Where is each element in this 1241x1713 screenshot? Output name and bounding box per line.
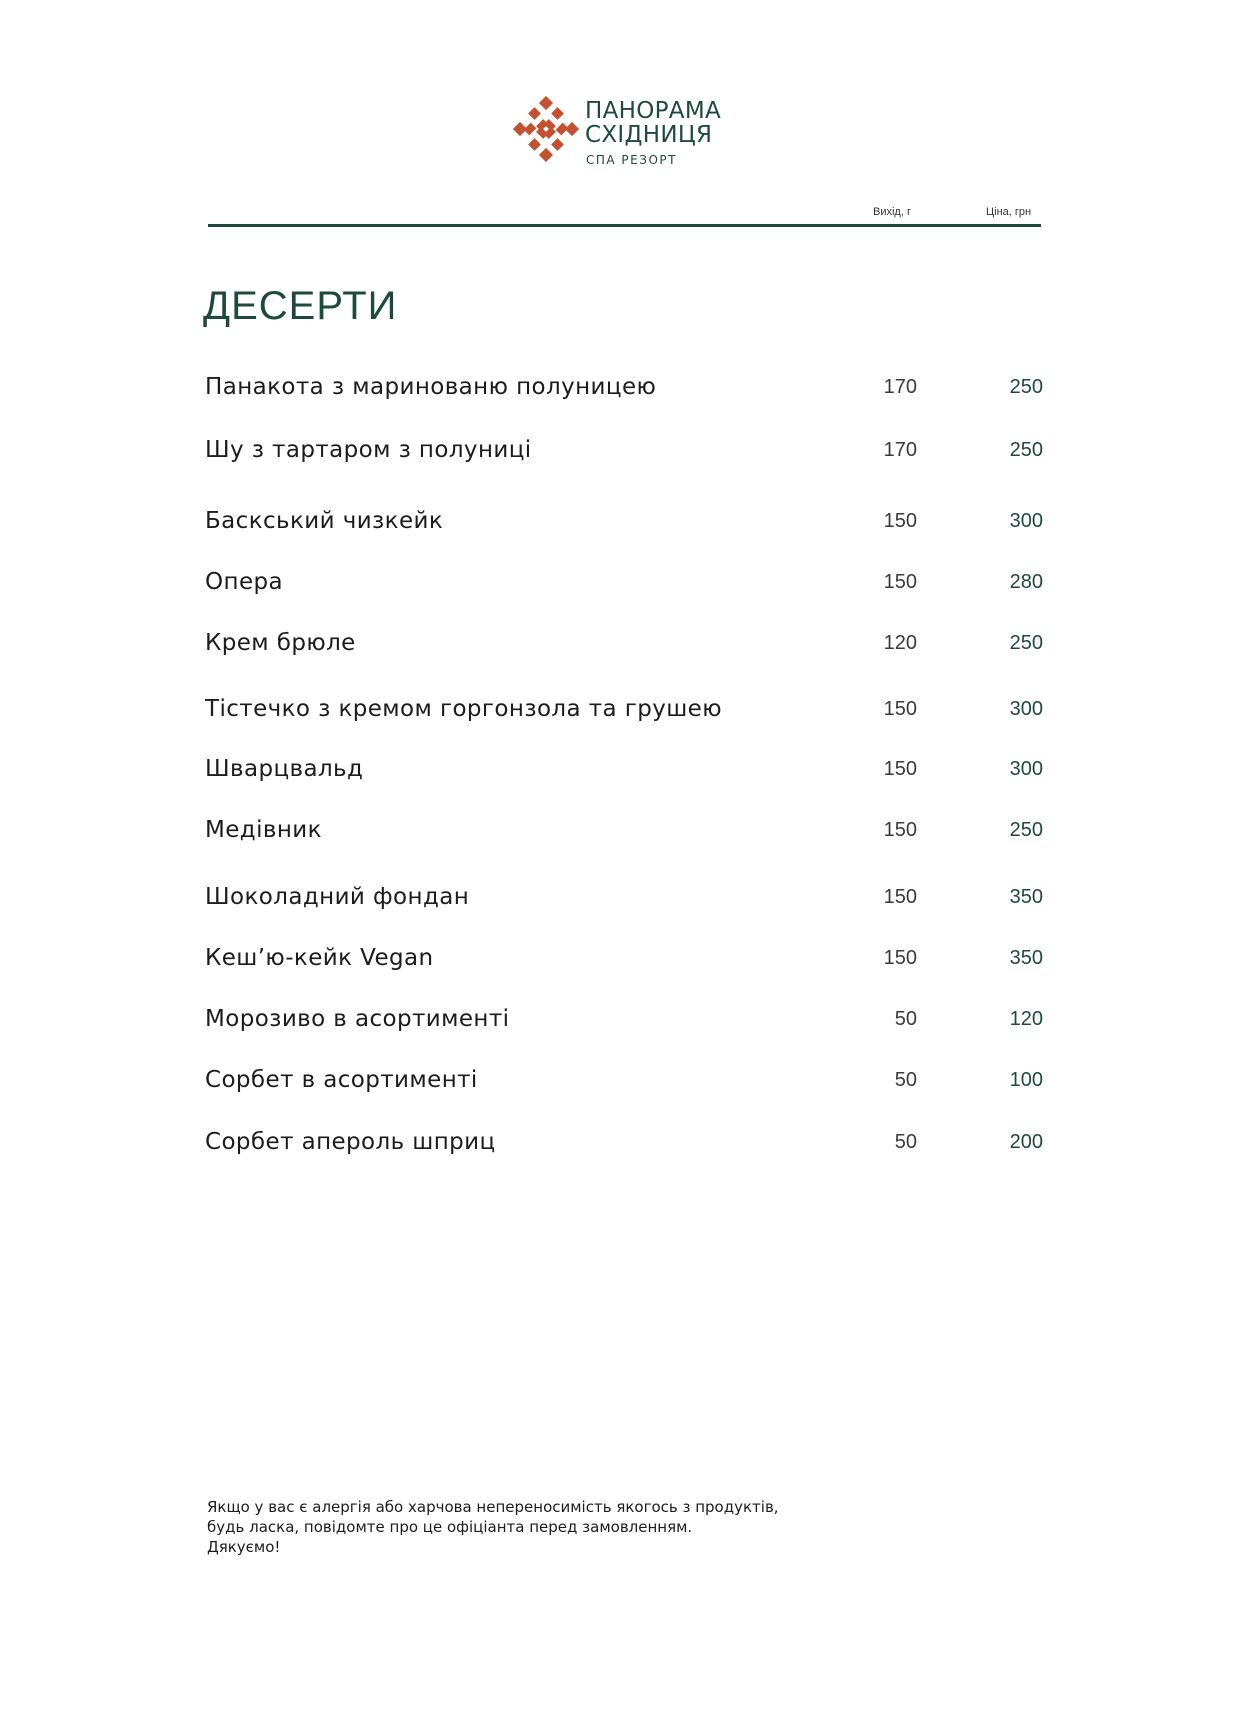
- dish-price: 300: [1009, 698, 1043, 720]
- dish-weight: 150: [883, 947, 917, 969]
- ornament-diamond-icon: [513, 96, 579, 162]
- menu-item: [205, 371, 1045, 407]
- dish-weight: 170: [883, 439, 917, 461]
- dish-price: 350: [1009, 886, 1043, 908]
- allergy-note: [207, 1497, 779, 1557]
- logo-title-line2: СХІДНИЦЯ: [585, 122, 713, 148]
- dish-weight: 150: [883, 886, 917, 908]
- dish-weight: 50: [894, 1069, 917, 1091]
- dish-price: 120: [1009, 1008, 1043, 1030]
- menu-item: [205, 881, 1045, 917]
- menu-item: [205, 942, 1045, 978]
- dish-weight: 150: [883, 698, 917, 720]
- dish-weight: 50: [894, 1008, 917, 1030]
- price-column-header: Ціна, грн: [986, 206, 1032, 218]
- dish-price: 300: [1009, 758, 1043, 780]
- dish-price: 300: [1009, 510, 1043, 532]
- dish-weight: 170: [883, 376, 917, 398]
- dish-name: Опера: [205, 569, 283, 595]
- dish-weight: 150: [883, 510, 917, 532]
- allergy-note-line2: будь ласка, повідомте про це офіціанта перед замовленням.: [207, 1518, 693, 1536]
- dish-name: Кеш’ю-кейк Vegan: [205, 945, 434, 971]
- dish-name: Сорбет апероль шприц: [205, 1129, 496, 1155]
- dish-name: Крем брюле: [205, 630, 356, 656]
- dish-weight: 150: [883, 758, 917, 780]
- dish-weight: 120: [883, 632, 917, 654]
- dish-price: 250: [1009, 819, 1043, 841]
- dish-name: Панакота з маринованю полуницею: [205, 374, 657, 400]
- menu-item: [205, 505, 1045, 541]
- menu-item: [205, 753, 1045, 789]
- dish-price: 100: [1009, 1069, 1043, 1091]
- menu-item: [205, 814, 1045, 850]
- dish-name: Шу з тартаром з полуниці: [205, 437, 532, 463]
- dish-price: 280: [1009, 571, 1043, 593]
- dish-price: 250: [1009, 439, 1043, 461]
- dish-weight: 50: [894, 1131, 917, 1153]
- menu-item: [205, 627, 1045, 663]
- logo-subtitle: СПА РЕЗОРТ: [586, 153, 677, 167]
- dish-name: Медівник: [205, 817, 322, 843]
- dish-weight: 150: [883, 571, 917, 593]
- dish-price: 250: [1009, 632, 1043, 654]
- dish-price: 350: [1009, 947, 1043, 969]
- dish-price: 250: [1009, 376, 1043, 398]
- menu-item: [205, 1064, 1045, 1100]
- dish-name: Сорбет в асортименті: [205, 1067, 478, 1093]
- weight-column-header: Вихід, г: [873, 206, 911, 218]
- menu-item: [205, 434, 1045, 470]
- logo-title-line1: ПАНОРАМА: [585, 98, 722, 124]
- menu-item: [205, 693, 1045, 729]
- section-title: ДЕСЕРТИ: [203, 284, 398, 328]
- allergy-note-line3: Дякуємо!: [207, 1538, 281, 1556]
- logo: [513, 96, 733, 172]
- header-divider: [208, 224, 1041, 227]
- menu-item: [205, 1126, 1045, 1162]
- dish-weight: 150: [883, 819, 917, 841]
- dish-name: Тістечко з кремом горгонзола та грушею: [205, 696, 722, 722]
- dish-name: Морозиво в асортименті: [205, 1006, 510, 1032]
- dish-name: Шоколадний фондан: [205, 884, 470, 910]
- dish-name: Баскський чизкейк: [205, 508, 444, 534]
- menu-item: [205, 566, 1045, 602]
- dish-name: Шварцвальд: [205, 756, 364, 782]
- dish-price: 200: [1009, 1131, 1043, 1153]
- menu-item: [205, 1003, 1045, 1039]
- allergy-note-line1: Якщо у вас є алергія або харчова непереносимість якогось з продуктів,: [207, 1498, 779, 1516]
